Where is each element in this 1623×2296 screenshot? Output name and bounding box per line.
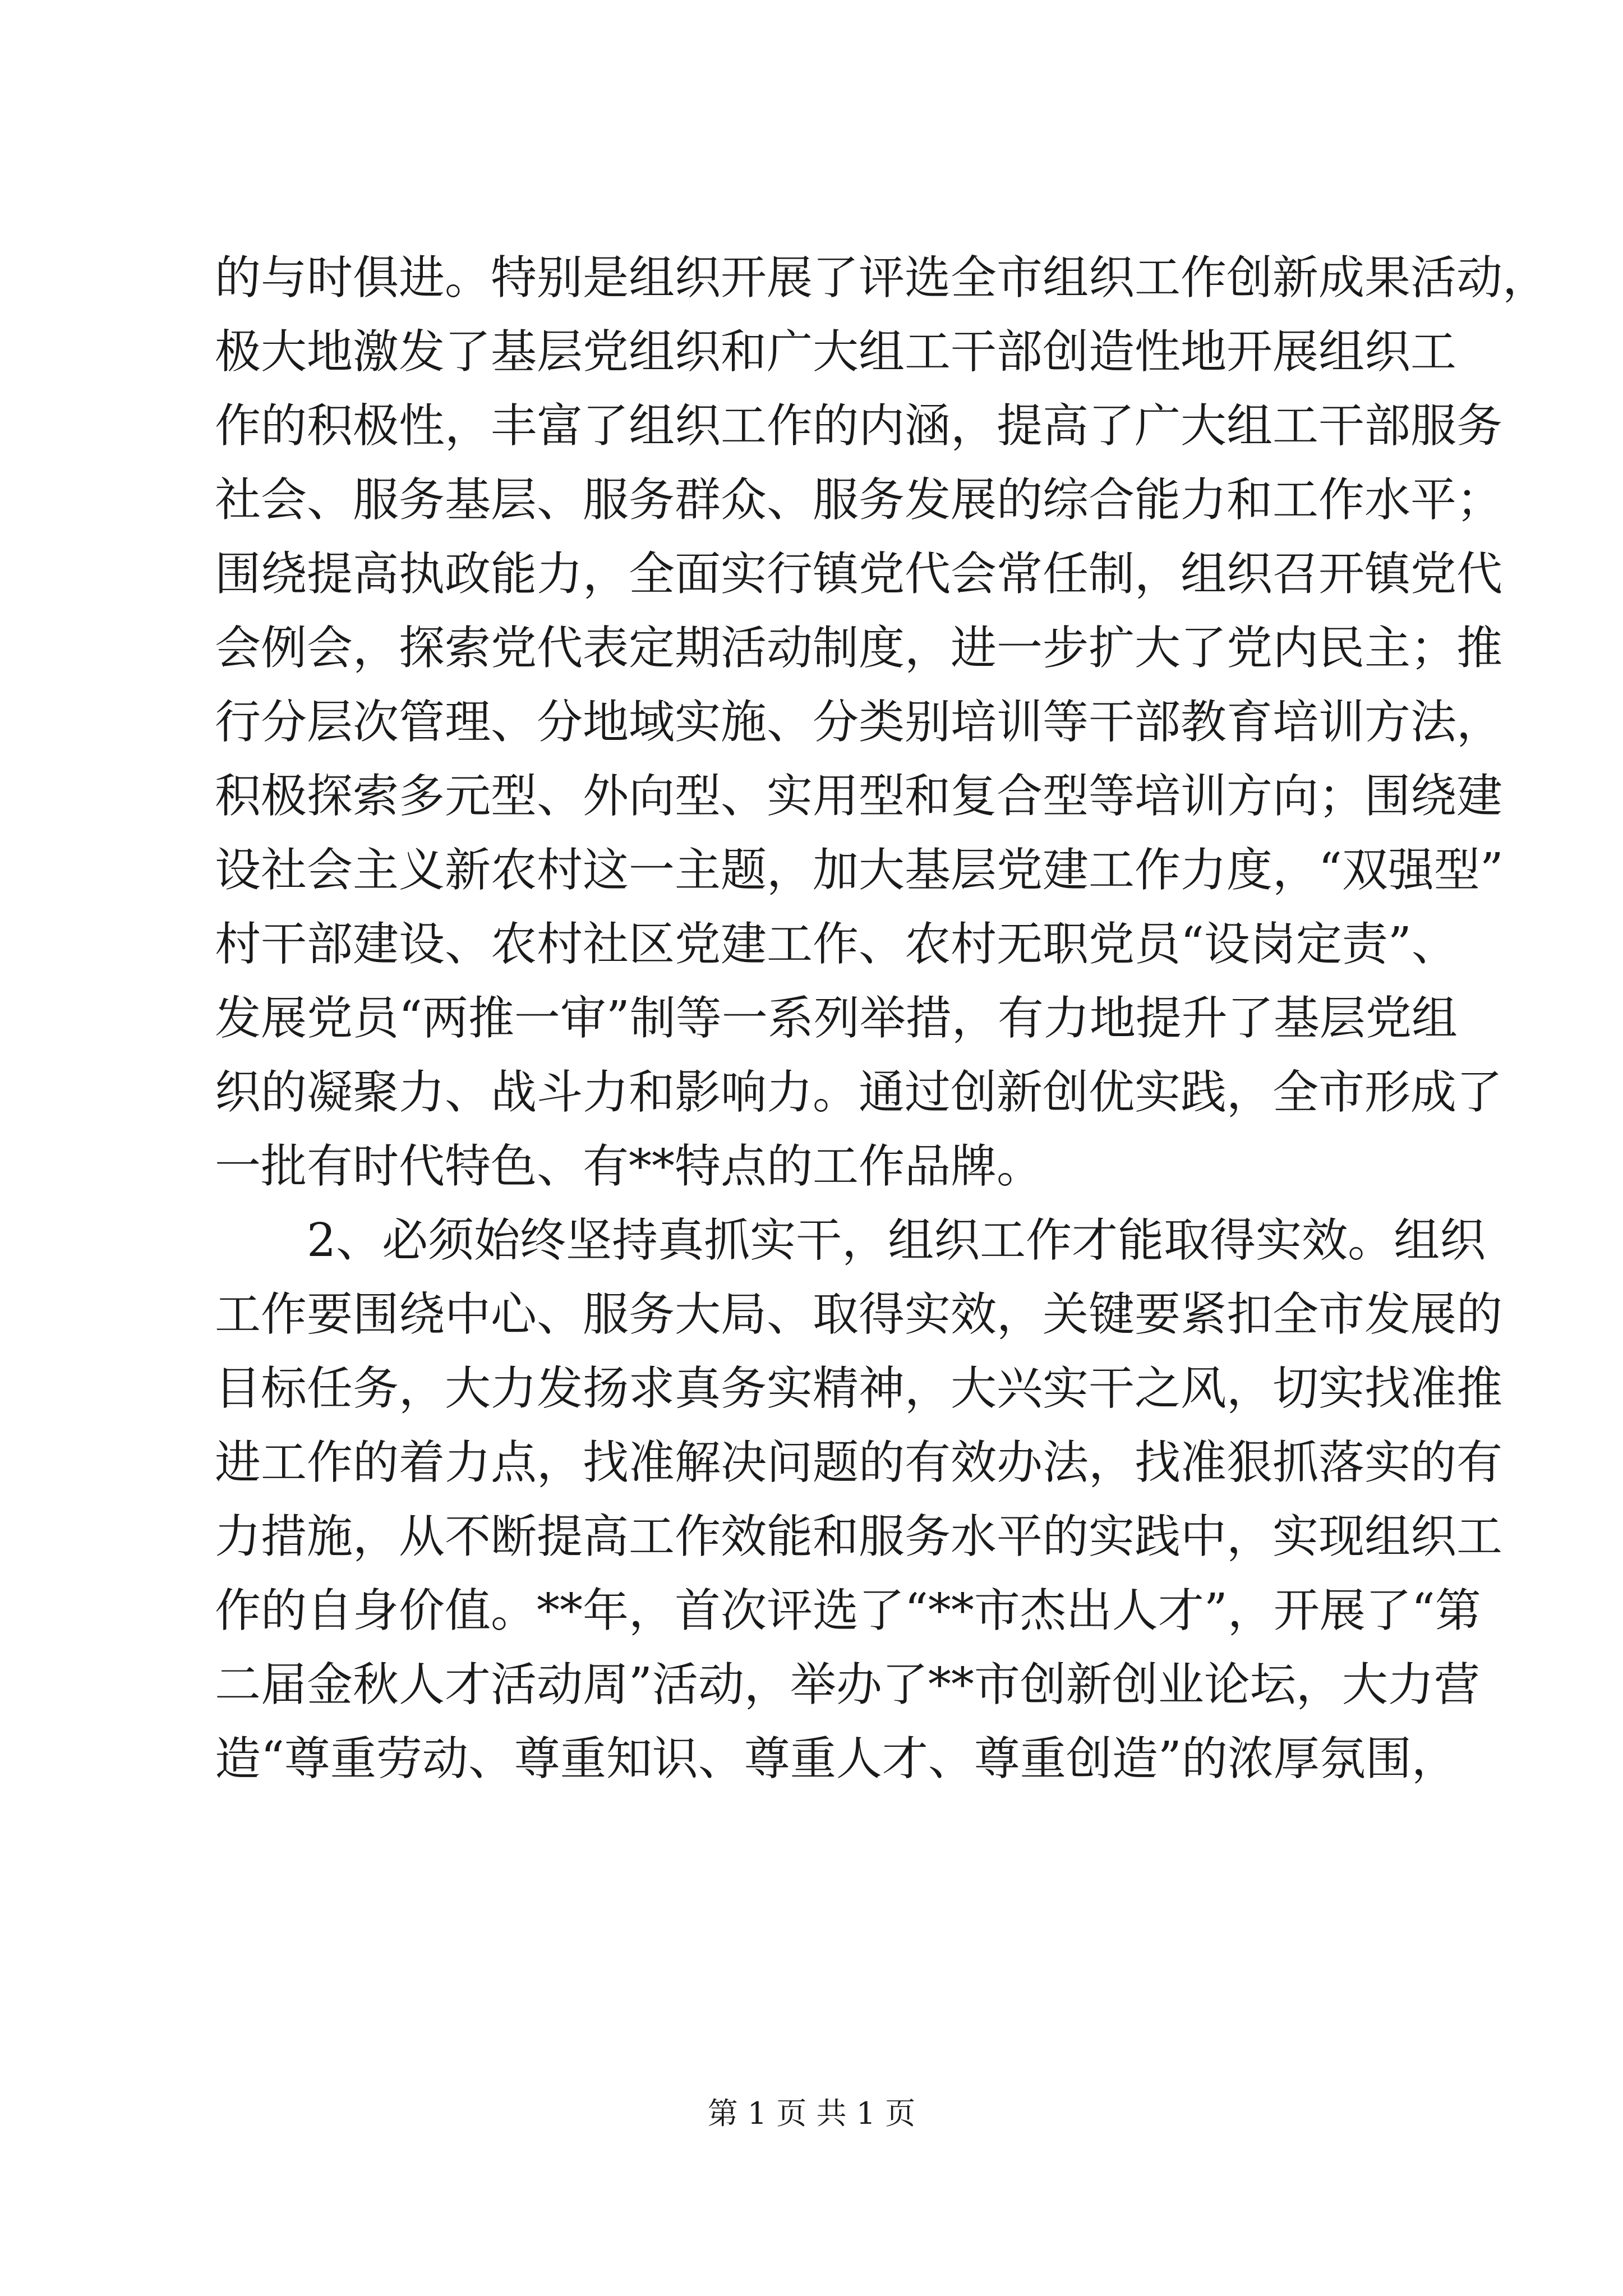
- text-line: 设社会主义新农村这一主题，加大基层党建工作力度，“双强型”: [215, 844, 1504, 897]
- text-line: 二届金秋人才活动周”活动，举办了**市创新创业论坛，大力营: [215, 1658, 1480, 1711]
- text-line: 作的自身价值。**年，首次评选了“**市杰出人才”，开展了“第: [215, 1584, 1481, 1637]
- page-number-label: 第 1 页 共 1 页: [707, 2096, 916, 2131]
- text-line: 一批有时代特色、有**特点的工作品牌。: [215, 1140, 1043, 1193]
- text-line: 行分层次管理、分地域实施、分类别培训等干部教育培训方法，: [215, 696, 1503, 749]
- text-line: 力措施，从不断提高工作效能和服务水平的实践中，实现组织工: [215, 1510, 1503, 1563]
- text-line: 进工作的着力点，找准解决问题的有效办法，找准狠抓落实的有: [215, 1436, 1503, 1489]
- text-line: 工作要围绕中心、服务大局、取得实效，关键要紧扣全市发展的: [215, 1288, 1503, 1341]
- paragraph-2: [215, 1204, 1503, 1796]
- text-line: 的与时俱进。特别是组织开展了评选全市组织工作创新成果活动，: [215, 251, 1549, 305]
- text-line: 2、必须始终坚持真抓实干，组织工作才能取得实效。组织: [307, 1214, 1486, 1267]
- text-line: 目标任务，大力发扬求真务实精神，大兴实干之风，切实找准推: [215, 1362, 1503, 1415]
- text-line: 村干部建设、农村社区党建工作、农村无职党员“设岗定责”、: [215, 918, 1458, 971]
- page-footer: [0, 2091, 1623, 2136]
- text-line: 发展党员“两推一审”制等一系列举措，有力地提升了基层党组: [215, 992, 1458, 1045]
- text-line: 社会、服务基层、服务群众、服务发展的综合能力和工作水平；: [215, 473, 1503, 527]
- paragraph-continued: [215, 241, 1549, 1204]
- text-line: 积极探索多元型、外向型、实用型和复合型等培训方向；围绕建: [215, 770, 1503, 823]
- body-text: [215, 241, 1549, 1796]
- text-line: 围绕提高执政能力，全面实行镇党代会常任制，组织召开镇党代: [215, 547, 1503, 601]
- text-line: 会例会，探索党代表定期活动制度，进一步扩大了党内民主；推: [215, 622, 1503, 675]
- text-line: 极大地激发了基层党组织和广大组工干部创造性地开展组织工: [215, 325, 1457, 379]
- text-line: 造“尊重劳动、尊重知识、尊重人才、尊重创造”的浓厚氛围，: [215, 1732, 1458, 1786]
- text-line: 织的凝聚力、战斗力和影响力。通过创新创优实践，全市形成了: [215, 1066, 1503, 1119]
- text-line: 作的积极性，丰富了组织工作的内涵，提高了广大组工干部服务: [215, 399, 1503, 453]
